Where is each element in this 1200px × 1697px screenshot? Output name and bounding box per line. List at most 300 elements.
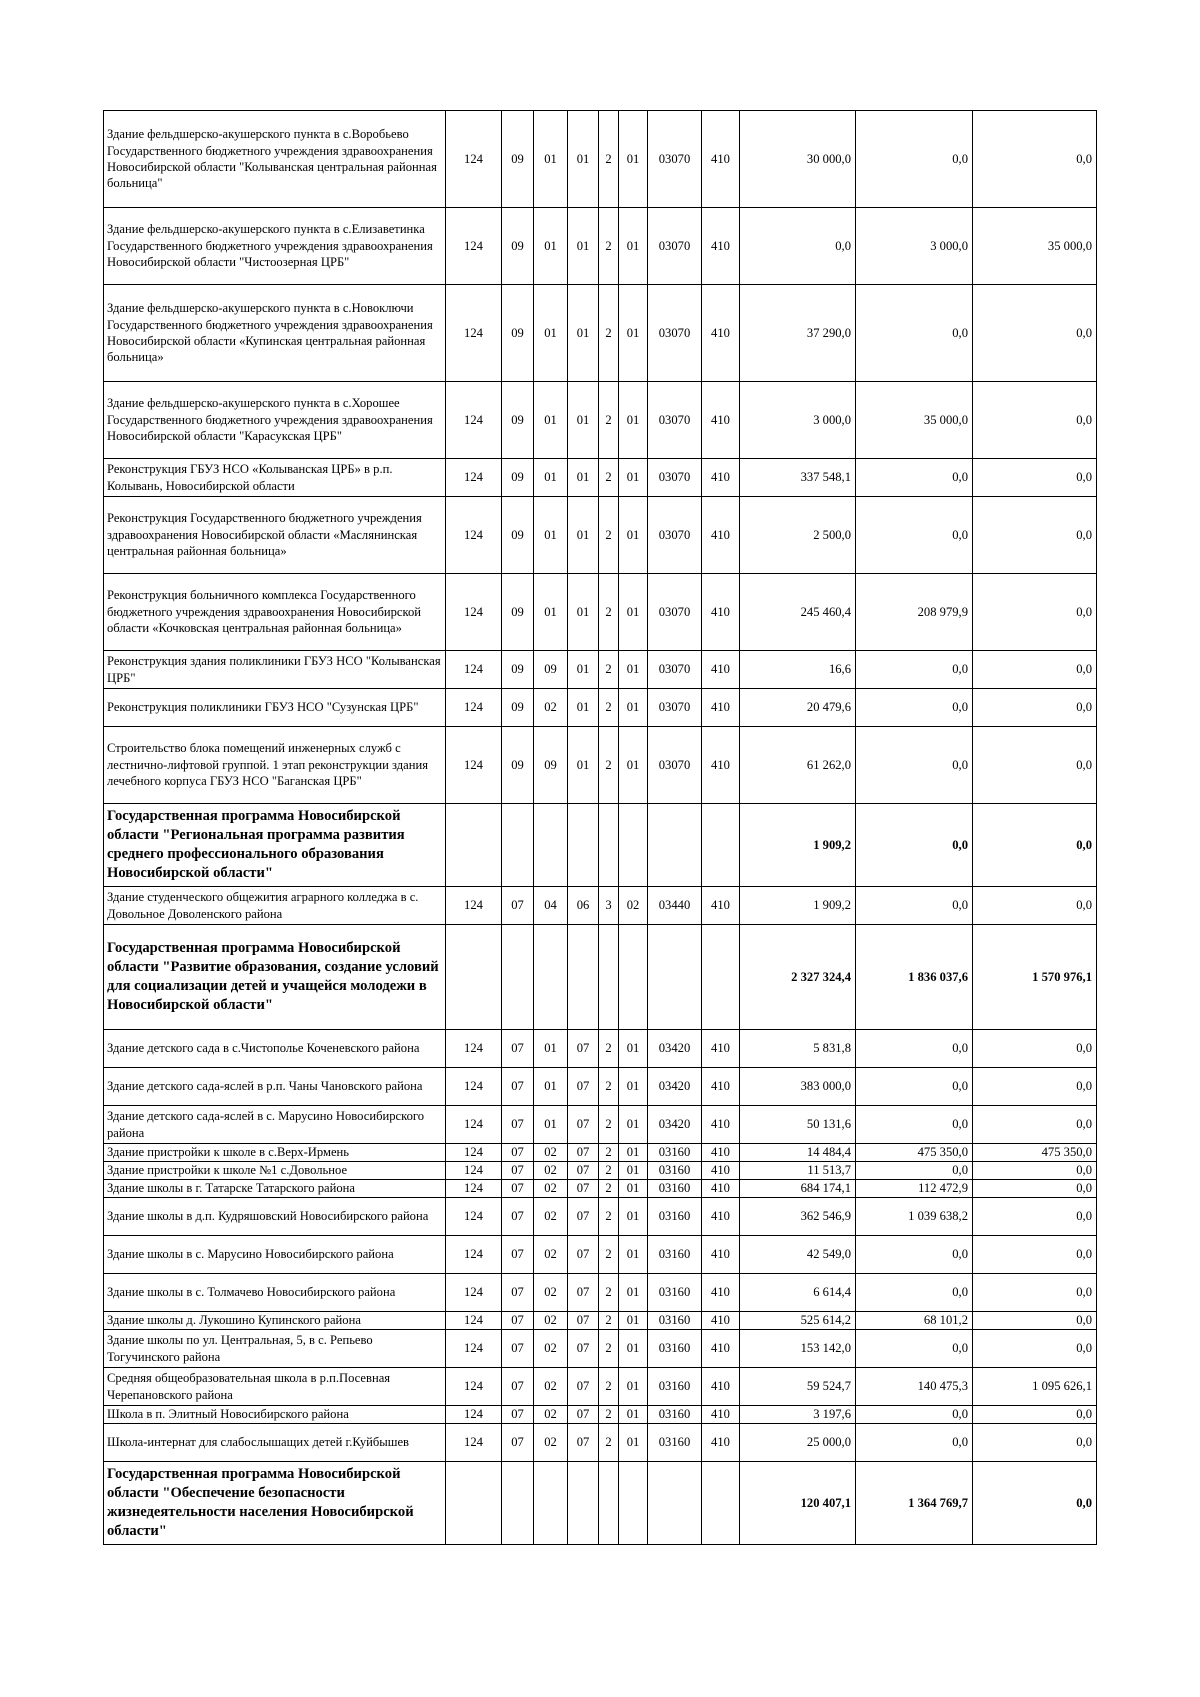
code-subprogram: 2: [599, 208, 619, 285]
amount-year-2: 208 979,9: [856, 574, 973, 651]
row-name: Государственная программа Новосибирской области "Развитие образования, создание условий для социализации детей и учащейся молодежи в Новосибирской области": [104, 925, 446, 1030]
code-direction: 03160: [648, 1162, 702, 1180]
code-section: 09: [502, 208, 534, 285]
amount-year-1: 50 131,6: [740, 1106, 856, 1144]
row-name: Средняя общеобразовательная школа в р.п.Посевная Черепановского района: [104, 1368, 446, 1406]
code-direction: 03160: [648, 1198, 702, 1236]
code-subsection: 01: [534, 574, 568, 651]
table-row: [104, 497, 1097, 574]
code-event: 01: [619, 208, 648, 285]
code-direction: [648, 1462, 702, 1545]
code-program: [568, 1462, 599, 1545]
row-name: Реконструкция поликлиники ГБУЗ НСО "Сузунская ЦРБ": [104, 689, 446, 727]
code-subsection: 02: [534, 1424, 568, 1462]
amount-year-3: 0,0: [973, 1312, 1097, 1330]
code-direction: 03160: [648, 1180, 702, 1198]
row-name: Государственная программа Новосибирской области "Региональная программа развития среднего профессионального образования Новосибирской области": [104, 804, 446, 887]
code-section: 07: [502, 1236, 534, 1274]
table-row: [104, 1368, 1097, 1406]
table-row: [104, 1406, 1097, 1424]
row-name: Школа в п. Элитный Новосибирского района: [104, 1406, 446, 1424]
code-program: 07: [568, 1162, 599, 1180]
code-admin: 124: [446, 1236, 502, 1274]
code-subprogram: 2: [599, 574, 619, 651]
code-admin: 124: [446, 1106, 502, 1144]
code-subsection: 02: [534, 1312, 568, 1330]
code-event: 01: [619, 727, 648, 804]
table-row: [104, 1424, 1097, 1462]
row-name: Здание пристройки к школе №1 с.Довольное: [104, 1162, 446, 1180]
code-direction: 03160: [648, 1368, 702, 1406]
code-direction: [648, 804, 702, 887]
amount-year-1: 25 000,0: [740, 1424, 856, 1462]
code-admin: 124: [446, 382, 502, 459]
code-subsection: 01: [534, 1030, 568, 1068]
code-event: 01: [619, 1424, 648, 1462]
amount-year-3: 0,0: [973, 285, 1097, 382]
code-section: 07: [502, 1274, 534, 1312]
code-section: 07: [502, 1162, 534, 1180]
table-row: [104, 651, 1097, 689]
amount-year-2: 0,0: [856, 497, 973, 574]
amount-year-2: 140 475,3: [856, 1368, 973, 1406]
code-direction: 03160: [648, 1330, 702, 1368]
code-program: 07: [568, 1368, 599, 1406]
code-expense-type: 410: [702, 111, 740, 208]
table-row: [104, 1274, 1097, 1312]
code-direction: 03070: [648, 382, 702, 459]
row-name: Здание детского сада в с.Чистополье Коченевского района: [104, 1030, 446, 1068]
code-section: 07: [502, 1180, 534, 1198]
code-subprogram: [599, 1462, 619, 1545]
amount-year-3: 475 350,0: [973, 1144, 1097, 1162]
amount-year-1: 11 513,7: [740, 1162, 856, 1180]
amount-year-2: 1 836 037,6: [856, 925, 973, 1030]
code-section: 07: [502, 1068, 534, 1106]
row-name: Государственная программа Новосибирской области "Обеспечение безопасности жизнедеятельности населения Новосибирской области": [104, 1462, 446, 1545]
code-subsection: 02: [534, 1330, 568, 1368]
row-name: Здание школы в д.п. Кудряшовский Новосибирского района: [104, 1198, 446, 1236]
code-admin: 124: [446, 574, 502, 651]
code-subprogram: 2: [599, 1198, 619, 1236]
amount-year-3: 0,0: [973, 497, 1097, 574]
amount-year-2: 0,0: [856, 1424, 973, 1462]
code-expense-type: 410: [702, 382, 740, 459]
code-section: 07: [502, 1198, 534, 1236]
amount-year-1: 1 909,2: [740, 804, 856, 887]
code-expense-type: 410: [702, 1144, 740, 1162]
code-expense-type: [702, 925, 740, 1030]
code-program: 01: [568, 382, 599, 459]
code-subsection: 02: [534, 1236, 568, 1274]
code-direction: 03160: [648, 1424, 702, 1462]
code-subprogram: [599, 925, 619, 1030]
program-row: [104, 1462, 1097, 1545]
code-subsection: 01: [534, 285, 568, 382]
code-event: 01: [619, 111, 648, 208]
code-subprogram: 2: [599, 285, 619, 382]
amount-year-2: 3 000,0: [856, 208, 973, 285]
code-subsection: 02: [534, 1162, 568, 1180]
code-admin: 124: [446, 1068, 502, 1106]
code-subsection: 02: [534, 1368, 568, 1406]
code-section: 07: [502, 1424, 534, 1462]
code-subprogram: 2: [599, 1106, 619, 1144]
code-subsection: 01: [534, 382, 568, 459]
code-expense-type: 410: [702, 1068, 740, 1106]
code-admin: 124: [446, 1368, 502, 1406]
code-expense-type: 410: [702, 208, 740, 285]
code-expense-type: [702, 804, 740, 887]
amount-year-2: 1 364 769,7: [856, 1462, 973, 1545]
code-admin: 124: [446, 111, 502, 208]
code-direction: 03420: [648, 1030, 702, 1068]
code-admin: 124: [446, 208, 502, 285]
table-row: [104, 382, 1097, 459]
code-section: 07: [502, 1106, 534, 1144]
code-event: 01: [619, 459, 648, 497]
row-name: Здание пристройки к школе в с.Верх-Ирмень: [104, 1144, 446, 1162]
code-event: 01: [619, 574, 648, 651]
code-program: 01: [568, 574, 599, 651]
row-name: Здание фельдшерско-акушерского пункта в с.Новоключи Государственного бюджетного учреждения здравоохранения Новосибирской области «Купинская центральная районная больница»: [104, 285, 446, 382]
amount-year-1: 42 549,0: [740, 1236, 856, 1274]
code-section: 07: [502, 1330, 534, 1368]
code-subprogram: 2: [599, 689, 619, 727]
code-admin: 124: [446, 285, 502, 382]
code-program: 07: [568, 1144, 599, 1162]
row-name: Здание школы д. Лукошино Купинского района: [104, 1312, 446, 1330]
code-expense-type: 410: [702, 1312, 740, 1330]
code-event: [619, 925, 648, 1030]
row-name: Здание фельдшерско-акушерского пункта в с.Хорошее Государственного бюджетного учреждения здравоохранения Новосибирской области "Карасукская ЦРБ": [104, 382, 446, 459]
row-name: Реконструкция Государственного бюджетного учреждения здравоохранения Новосибирской области «Маслянинская центральная районная больница»: [104, 497, 446, 574]
code-event: 01: [619, 1030, 648, 1068]
code-subprogram: [599, 804, 619, 887]
amount-year-3: 0,0: [973, 1424, 1097, 1462]
amount-year-2: 0,0: [856, 111, 973, 208]
amount-year-1: 0,0: [740, 208, 856, 285]
code-subsection: 01: [534, 497, 568, 574]
code-section: 09: [502, 727, 534, 804]
table-row: [104, 1068, 1097, 1106]
code-event: [619, 804, 648, 887]
code-section: 09: [502, 382, 534, 459]
code-program: 01: [568, 111, 599, 208]
code-event: 01: [619, 285, 648, 382]
code-program: [568, 804, 599, 887]
code-program: 01: [568, 208, 599, 285]
code-program: [568, 925, 599, 1030]
code-admin: [446, 804, 502, 887]
code-admin: 124: [446, 1406, 502, 1424]
code-program: 07: [568, 1180, 599, 1198]
code-program: 07: [568, 1406, 599, 1424]
code-event: 01: [619, 1180, 648, 1198]
code-subsection: 01: [534, 459, 568, 497]
code-admin: 124: [446, 1424, 502, 1462]
amount-year-3: 0,0: [973, 111, 1097, 208]
amount-year-3: 0,0: [973, 804, 1097, 887]
code-subprogram: 2: [599, 459, 619, 497]
code-direction: 03070: [648, 727, 702, 804]
amount-year-2: 112 472,9: [856, 1180, 973, 1198]
code-program: 07: [568, 1312, 599, 1330]
code-expense-type: 410: [702, 1180, 740, 1198]
code-expense-type: 410: [702, 459, 740, 497]
amount-year-3: 0,0: [973, 1106, 1097, 1144]
table-row: [104, 208, 1097, 285]
code-direction: 03160: [648, 1236, 702, 1274]
amount-year-3: 0,0: [973, 1330, 1097, 1368]
code-event: 02: [619, 887, 648, 925]
code-event: 01: [619, 1368, 648, 1406]
code-subprogram: 2: [599, 497, 619, 574]
amount-year-3: 0,0: [973, 1274, 1097, 1312]
amount-year-3: 0,0: [973, 574, 1097, 651]
row-name: Здание школы в с. Марусино Новосибирского района: [104, 1236, 446, 1274]
table-row: [104, 1198, 1097, 1236]
code-subprogram: 2: [599, 1330, 619, 1368]
code-subprogram: 2: [599, 1144, 619, 1162]
code-program: 07: [568, 1274, 599, 1312]
code-subsection: 09: [534, 651, 568, 689]
amount-year-1: 362 546,9: [740, 1198, 856, 1236]
code-section: 07: [502, 1368, 534, 1406]
code-subsection: [534, 925, 568, 1030]
code-expense-type: 410: [702, 1106, 740, 1144]
code-expense-type: 410: [702, 1406, 740, 1424]
code-subsection: [534, 804, 568, 887]
code-event: 01: [619, 1144, 648, 1162]
code-event: 01: [619, 689, 648, 727]
amount-year-3: 0,0: [973, 1180, 1097, 1198]
table-row: [104, 689, 1097, 727]
code-subsection: 02: [534, 1144, 568, 1162]
row-name: Здание детского сада-яслей в с. Марусино Новосибирского района: [104, 1106, 446, 1144]
code-event: [619, 1462, 648, 1545]
row-name: Здание школы в с. Толмачево Новосибирского района: [104, 1274, 446, 1312]
code-admin: 124: [446, 651, 502, 689]
amount-year-3: 0,0: [973, 887, 1097, 925]
amount-year-3: 0,0: [973, 382, 1097, 459]
table-row: [104, 1180, 1097, 1198]
code-program: 01: [568, 497, 599, 574]
code-section: 07: [502, 1030, 534, 1068]
code-admin: 124: [446, 1198, 502, 1236]
code-program: 07: [568, 1330, 599, 1368]
code-expense-type: 410: [702, 1030, 740, 1068]
code-event: 01: [619, 1330, 648, 1368]
amount-year-1: 337 548,1: [740, 459, 856, 497]
code-event: 01: [619, 497, 648, 574]
row-name: Здание детского сада-яслей в р.п. Чаны Чановского района: [104, 1068, 446, 1106]
code-program: 07: [568, 1424, 599, 1462]
code-section: 07: [502, 1406, 534, 1424]
table-row: [104, 1030, 1097, 1068]
code-section: 09: [502, 459, 534, 497]
row-name: Здание фельдшерско-акушерского пункта в с.Елизаветинка Государственного бюджетного учреждения здравоохранения Новосибирской области "Чистоозерная ЦРБ": [104, 208, 446, 285]
code-direction: 03160: [648, 1406, 702, 1424]
amount-year-2: 0,0: [856, 1236, 973, 1274]
code-program: 01: [568, 651, 599, 689]
code-event: 01: [619, 1162, 648, 1180]
code-expense-type: 410: [702, 1424, 740, 1462]
code-direction: 03070: [648, 111, 702, 208]
code-event: 01: [619, 1406, 648, 1424]
amount-year-1: 59 524,7: [740, 1368, 856, 1406]
code-program: 01: [568, 727, 599, 804]
table-row: [104, 459, 1097, 497]
code-admin: 124: [446, 1162, 502, 1180]
code-direction: 03420: [648, 1068, 702, 1106]
code-program: 01: [568, 689, 599, 727]
table-row: [104, 727, 1097, 804]
code-expense-type: 410: [702, 1236, 740, 1274]
code-expense-type: 410: [702, 727, 740, 804]
code-admin: 124: [446, 1030, 502, 1068]
code-expense-type: 410: [702, 285, 740, 382]
amount-year-1: 525 614,2: [740, 1312, 856, 1330]
code-event: 01: [619, 1274, 648, 1312]
code-direction: 03070: [648, 459, 702, 497]
amount-year-1: 1 909,2: [740, 887, 856, 925]
code-section: 09: [502, 574, 534, 651]
code-subprogram: 2: [599, 651, 619, 689]
code-section: [502, 1462, 534, 1545]
code-subprogram: 2: [599, 1274, 619, 1312]
code-direction: 03160: [648, 1144, 702, 1162]
amount-year-3: 0,0: [973, 1462, 1097, 1545]
code-section: 09: [502, 651, 534, 689]
amount-year-3: 0,0: [973, 1030, 1097, 1068]
code-subsection: 01: [534, 1068, 568, 1106]
table-row: [104, 1144, 1097, 1162]
amount-year-1: 120 407,1: [740, 1462, 856, 1545]
amount-year-3: 0,0: [973, 651, 1097, 689]
code-subprogram: 2: [599, 382, 619, 459]
code-direction: 03440: [648, 887, 702, 925]
code-expense-type: 410: [702, 651, 740, 689]
code-subprogram: 3: [599, 887, 619, 925]
code-direction: 03070: [648, 651, 702, 689]
code-direction: 03070: [648, 689, 702, 727]
code-subsection: 01: [534, 111, 568, 208]
code-subprogram: 2: [599, 1406, 619, 1424]
code-event: 01: [619, 1236, 648, 1274]
code-subprogram: 2: [599, 1368, 619, 1406]
amount-year-2: 0,0: [856, 887, 973, 925]
code-program: 07: [568, 1030, 599, 1068]
code-admin: 124: [446, 497, 502, 574]
amount-year-2: 68 101,2: [856, 1312, 973, 1330]
amount-year-2: 0,0: [856, 727, 973, 804]
code-subprogram: 2: [599, 727, 619, 804]
code-expense-type: 410: [702, 497, 740, 574]
code-direction: 03070: [648, 574, 702, 651]
amount-year-3: 0,0: [973, 1198, 1097, 1236]
amount-year-2: 0,0: [856, 285, 973, 382]
amount-year-1: 14 484,4: [740, 1144, 856, 1162]
amount-year-1: 2 500,0: [740, 497, 856, 574]
row-name: Здание фельдшерско-акушерского пункта в с.Воробьево Государственного бюджетного учреждения здравоохранения Новосибирской области "Колыванская центральная районная больница": [104, 111, 446, 208]
row-name: Здание школы в г. Татарске Татарского района: [104, 1180, 446, 1198]
amount-year-1: 3 000,0: [740, 382, 856, 459]
code-direction: 03070: [648, 285, 702, 382]
amount-year-2: 475 350,0: [856, 1144, 973, 1162]
code-program: 07: [568, 1106, 599, 1144]
code-section: [502, 925, 534, 1030]
code-subsection: 02: [534, 1198, 568, 1236]
amount-year-1: 37 290,0: [740, 285, 856, 382]
code-program: 06: [568, 887, 599, 925]
code-event: 01: [619, 1068, 648, 1106]
code-subsection: 09: [534, 727, 568, 804]
code-subsection: 01: [534, 208, 568, 285]
row-name: Реконструкция больничного комплекса Государственного бюджетного учреждения здравоохранения Новосибирской области «Кочковская центральная районная больница»: [104, 574, 446, 651]
code-direction: [648, 925, 702, 1030]
code-admin: 124: [446, 1274, 502, 1312]
amount-year-1: 153 142,0: [740, 1330, 856, 1368]
code-expense-type: [702, 1462, 740, 1545]
row-name: Реконструкция ГБУЗ НСО «Колыванская ЦРБ» в р.п. Колывань, Новосибирской области: [104, 459, 446, 497]
budget-table: [103, 110, 1097, 1545]
amount-year-1: 245 460,4: [740, 574, 856, 651]
amount-year-1: 61 262,0: [740, 727, 856, 804]
code-admin: 124: [446, 1144, 502, 1162]
code-program: 01: [568, 285, 599, 382]
code-direction: 03160: [648, 1274, 702, 1312]
code-admin: 124: [446, 727, 502, 804]
code-admin: 124: [446, 459, 502, 497]
code-subprogram: 2: [599, 1068, 619, 1106]
code-subsection: [534, 1462, 568, 1545]
amount-year-3: 0,0: [973, 1162, 1097, 1180]
amount-year-1: 20 479,6: [740, 689, 856, 727]
amount-year-3: 0,0: [973, 727, 1097, 804]
amount-year-3: 0,0: [973, 1406, 1097, 1424]
code-event: 01: [619, 1198, 648, 1236]
code-expense-type: 410: [702, 689, 740, 727]
code-admin: [446, 925, 502, 1030]
code-expense-type: 410: [702, 1368, 740, 1406]
program-row: [104, 804, 1097, 887]
amount-year-2: 0,0: [856, 1162, 973, 1180]
amount-year-3: 0,0: [973, 459, 1097, 497]
table-row: [104, 1330, 1097, 1368]
amount-year-2: 35 000,0: [856, 382, 973, 459]
code-expense-type: 410: [702, 1274, 740, 1312]
code-section: 09: [502, 497, 534, 574]
table-row: [104, 1162, 1097, 1180]
table-row: [104, 1106, 1097, 1144]
code-event: 01: [619, 382, 648, 459]
code-section: 07: [502, 1144, 534, 1162]
code-program: 07: [568, 1198, 599, 1236]
amount-year-3: 35 000,0: [973, 208, 1097, 285]
amount-year-3: 0,0: [973, 1068, 1097, 1106]
code-subprogram: 2: [599, 111, 619, 208]
code-subsection: 01: [534, 1106, 568, 1144]
row-name: Строительство блока помещений инженерных служб с лестнично-лифтовой группой. 1 этап реконструкции здания лечебного корпуса ГБУЗ НСО "Баганская ЦРБ": [104, 727, 446, 804]
code-admin: 124: [446, 1180, 502, 1198]
amount-year-2: 0,0: [856, 1274, 973, 1312]
code-direction: 03420: [648, 1106, 702, 1144]
code-admin: 124: [446, 689, 502, 727]
code-expense-type: 410: [702, 1330, 740, 1368]
code-section: 09: [502, 111, 534, 208]
code-program: 07: [568, 1068, 599, 1106]
